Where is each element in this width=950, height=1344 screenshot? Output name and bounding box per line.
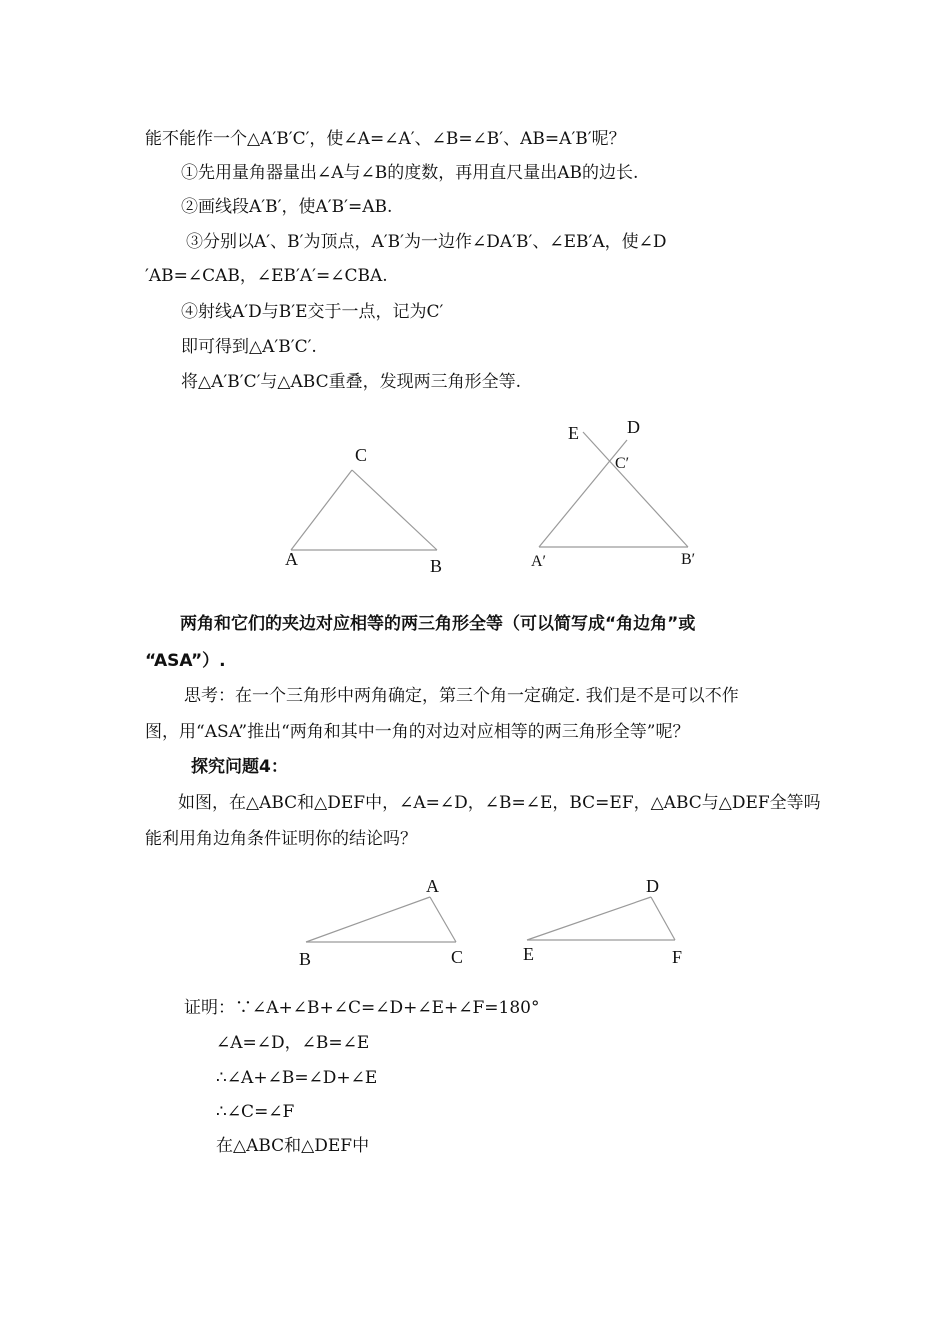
vertex-label-a-prime: A′ <box>531 553 547 570</box>
vertex-label-e: E <box>568 423 579 443</box>
side-df <box>651 897 675 940</box>
side-ba <box>306 897 430 942</box>
step-2: ②画线段A′B′，使A′B′=AB. <box>181 197 393 217</box>
ray-be-prime <box>583 432 688 547</box>
vertex-label-e: E <box>523 944 534 964</box>
proof-line5: 在△ABC和△DEF中 <box>216 1136 370 1156</box>
theorem-line2: “ASA”）. <box>145 651 226 671</box>
step-1: ①先用量角器量出∠A与∠B的度数，再用直尺量出AB的边长. <box>181 163 639 183</box>
vertex-label-d: D <box>646 876 659 896</box>
triangle-abc-figure1 <box>285 445 442 576</box>
vertex-label-c: C <box>451 947 464 967</box>
vertex-label-f: F <box>672 947 683 967</box>
side-ac <box>430 897 456 942</box>
side-ed <box>527 897 651 940</box>
vertex-label-b: B <box>299 949 312 969</box>
vertex-label-c-prime: C′ <box>615 455 630 472</box>
proof-line2: ∠A=∠D，∠B=∠E <box>216 1033 370 1053</box>
question-line2: 能利用角边角条件证明你的结论吗？ <box>145 829 417 849</box>
vertex-label-d: D <box>627 417 640 437</box>
side-bc <box>352 470 437 550</box>
vertex-label-b-prime: B′ <box>681 551 696 568</box>
explore-title: 探究问题4： <box>191 757 288 777</box>
triangle-abc-figure2 <box>299 876 463 969</box>
think-line1: 思考：在一个三角形中两角确定，第三个角一定确定. 我们是不是可以不作 <box>184 686 739 706</box>
step-3-line2: ′AB=∠CAB，∠EB′A′=∠CBA. <box>145 266 388 286</box>
proof-line3: ∴∠A+∠B=∠D+∠E <box>216 1068 378 1088</box>
vertex-label-a: A <box>426 876 439 896</box>
overlap-line: 将△A′B′C′与△ABC重叠，发现两三角形全等. <box>181 372 521 392</box>
triangle-def-figure2 <box>523 876 682 967</box>
theorem-line1: 两角和它们的夹边对应相等的两三角形全等（可以简写成“角边角”或 <box>180 614 696 634</box>
side-ac <box>291 470 352 550</box>
proof-line1: 证明：∵∠A+∠B+∠C=∠D+∠E+∠F=180° <box>184 998 540 1018</box>
ray-ad-prime <box>539 440 630 547</box>
question-line1: 如图，在△ABC和△DEF中，∠A=∠D，∠B=∠E，BC=EF，△ABC与△DEF全等吗 <box>178 793 821 813</box>
vertex-label-c: C <box>355 445 368 465</box>
step-3-line1: ③分别以A′、B′为顶点，A′B′为一边作∠DA′B′、∠EB′A，使∠D <box>186 232 667 252</box>
paragraph-question: 能不能作一个△A′B′C′，使∠A=∠A′、∠B=∠B′、AB=A′B′呢？ <box>145 129 626 149</box>
vertex-label-a: A <box>285 549 298 569</box>
proof-line4: ∴∠C=∠F <box>216 1102 295 1122</box>
triangle-abc-prime-figure1 <box>531 417 695 570</box>
result-line: 即可得到△A′B′C′. <box>181 337 317 357</box>
vertex-label-b: B <box>430 556 443 576</box>
step-4: ④射线A′D与B′E交于一点，记为C′ <box>181 302 444 322</box>
think-line2: 图，用“ASA”推出“两角和其中一角的对边对应相等的两三角形全等”呢？ <box>145 722 690 742</box>
